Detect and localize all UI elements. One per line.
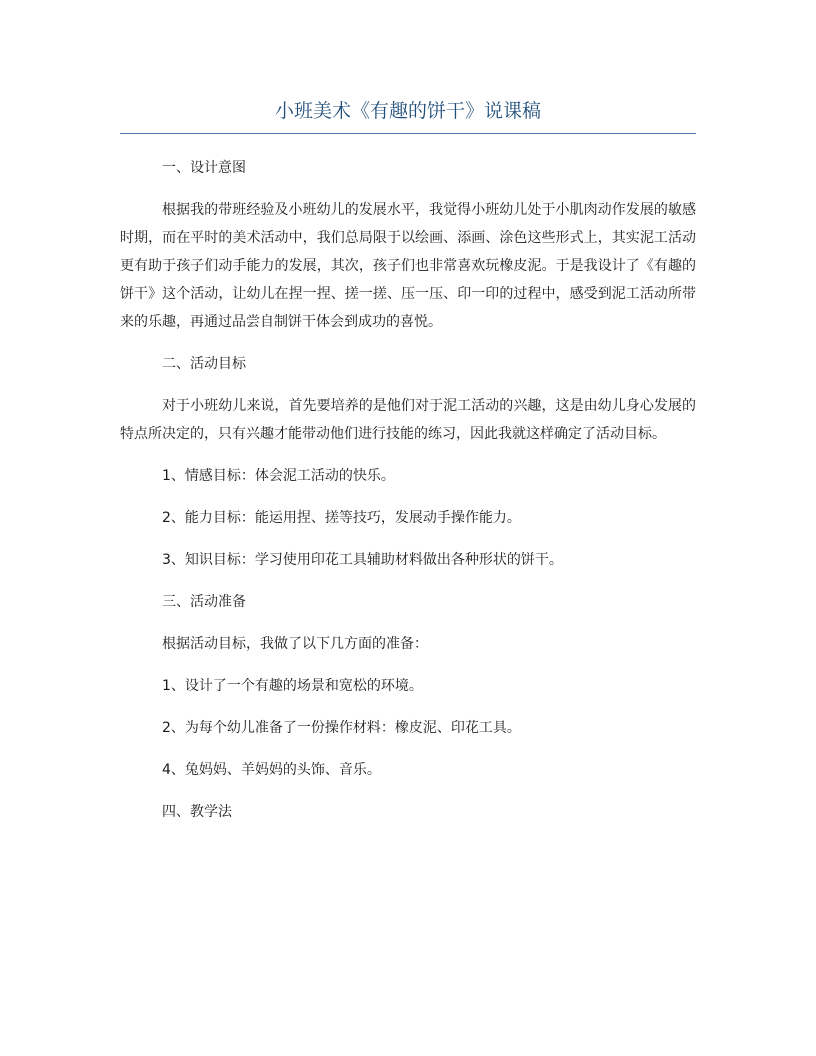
list-item: 2、为每个幼儿准备了一份操作材料：橡皮泥、印花工具。 [162, 720, 521, 736]
list-item: 4、兔妈妈、羊妈妈的头饰、音乐。 [162, 762, 381, 778]
body-paragraph: 根据我的带班经验及小班幼儿的发展水平，我觉得小班幼儿处于小肌肉动作发展的敏感时期，而在平时的美术活动中，我们总局限于以绘画、添画、涂色这些形式上，其实泥工活动更有助于孩子们动手能力的发展，其次，孩子们也非常喜欢玩橡皮泥。于是我设计了《有趣的饼干》这个活动，让幼儿在捏一捏、搓一搓、压一压、印一印的过程中，感受到泥工活动所带来的乐趣，再通过品尝自制饼干体会到成功的喜悦。 [120, 202, 696, 330]
body-paragraph: 对于小班幼儿来说，首先要培养的是他们对于泥工活动的兴趣，这是由幼儿身心发展的特点所决定的，只有兴趣才能带动他们进行技能的练习，因此我就这样确定了活动目标。 [120, 398, 696, 442]
list-item: 1、情感目标：体会泥工活动的快乐。 [162, 468, 395, 484]
section-heading: 三、活动准备 [162, 594, 246, 610]
title-underline [120, 133, 696, 134]
section-heading: 四、教学法 [162, 804, 232, 820]
document-title: 小班美术《有趣的饼干》说课稿 [274, 100, 541, 122]
list-item: 2、能力目标：能运用捏、搓等技巧，发展动手操作能力。 [162, 510, 521, 526]
body-paragraph: 根据活动目标，我做了以下几方面的准备： [162, 636, 428, 652]
list-item: 3、知识目标：学习使用印花工具辅助材料做出各种形状的饼干。 [162, 552, 563, 568]
document-body [120, 154, 696, 840]
section-heading: 二、活动目标 [162, 356, 246, 372]
section-heading: 一、设计意图 [162, 160, 246, 176]
list-item: 1、设计了一个有趣的场景和宽松的环境。 [162, 678, 423, 694]
